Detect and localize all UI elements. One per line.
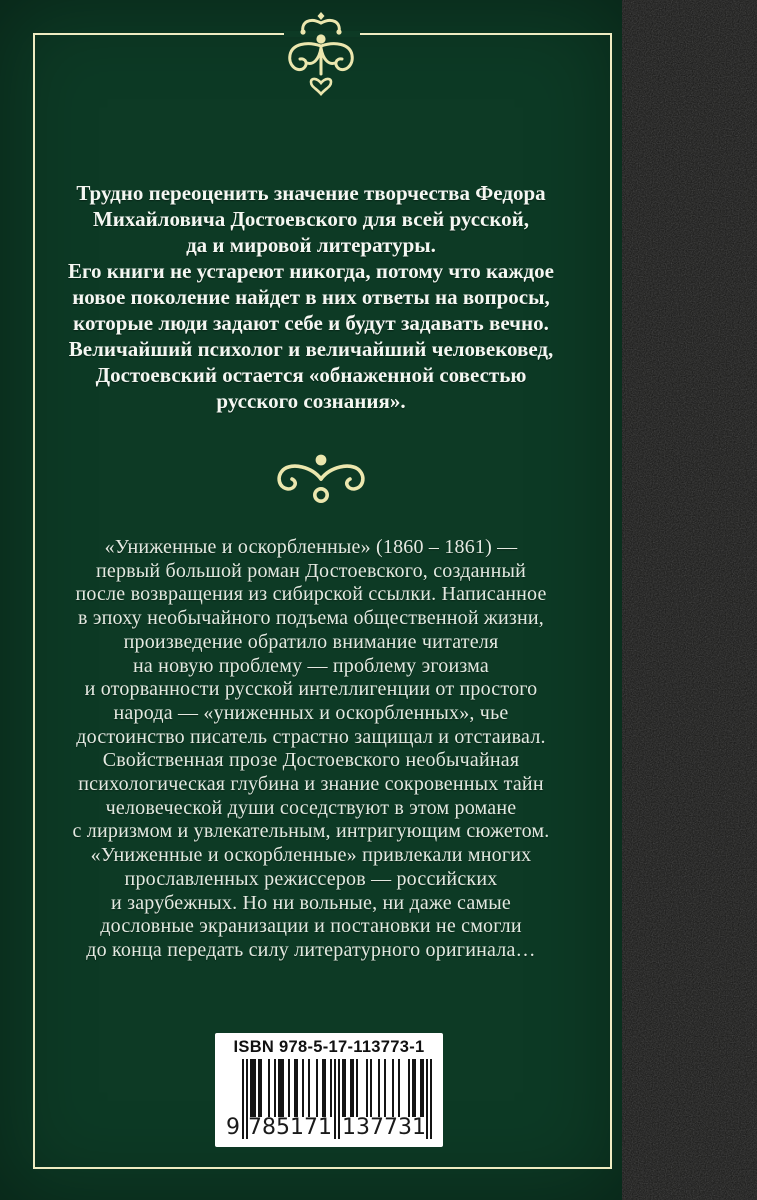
annotation-line: с лиризмом и увлекательным, интригующим сюжетом.: [72, 820, 550, 843]
top-fleuron-ornament-icon: [279, 12, 363, 98]
intro-line: Его книги не устареют никогда, потому что каждое: [68, 259, 554, 283]
intro-paragraph: [31, 180, 591, 414]
spine-texture: [622, 0, 757, 1200]
intro-line: русского сознания».: [216, 389, 406, 413]
annotation-line: и оторванности русской интеллигенции от простого: [84, 678, 538, 701]
ean-barcode: [226, 1059, 432, 1145]
annotation-line: прославленных режиссеров — российских: [124, 867, 498, 890]
annotation-line: дословные экранизации и постановки не смогли: [100, 915, 522, 938]
annotation-line: и зарубежных. Но ни вольные, ни даже самые: [111, 891, 511, 914]
intro-line: Достоевский остается «обнаженной совестью: [95, 363, 527, 387]
intro-line: новое поколение найдет в них ответы на вопросы,: [72, 285, 550, 309]
annotation-line: человеческой души соседствуют в этом романе: [105, 796, 517, 819]
ean-digit-group: 9: [226, 1115, 240, 1140]
isbn-label: ISBN 978-5-17-113773-1: [233, 1038, 425, 1056]
annotation-line: «Униженные и оскорбленные» привлекали многих: [90, 844, 532, 867]
annotation-line: в эпоху необычайного подъема общественной жизни,: [78, 607, 544, 630]
annotation-line: первый большой роман Достоевского, созданный: [95, 559, 527, 582]
annotation-line: произведение обратило внимание читателя: [123, 630, 499, 653]
ean-digit-group: 785171: [248, 1115, 332, 1140]
barcode-panel: [215, 1033, 443, 1147]
annotation-line: психологическая глубина и знание сокровенных тайн: [78, 773, 544, 796]
annotation-line: после возвращения из сибирской ссылки. Написанное: [75, 583, 547, 606]
ean-digit-group: 137731: [342, 1115, 426, 1140]
annotation-line: достоинство писатель страстно защищал и отстаивал.: [76, 725, 546, 748]
annotation-line: на новую проблему — проблему эгоизма: [133, 654, 489, 677]
annotation-line: до конца передать силу литературного оригинала…: [86, 938, 536, 961]
annotation-paragraph: [28, 536, 594, 963]
divider-ornament-icon: [266, 452, 376, 504]
intro-line: Трудно переоценить значение творчества Федора: [76, 181, 546, 205]
intro-line: Михайловича Достоевского для всей русской,: [92, 207, 530, 231]
annotation-line: «Униженные и оскорбленные» (1860 – 1861) —: [104, 536, 518, 558]
annotation-line: народа — «униженных и оскорбленных», чье: [113, 701, 509, 724]
intro-line: которые люди задают себе и будут задавать вечно.: [73, 311, 549, 335]
intro-line: да и мировой литературы.: [186, 233, 436, 257]
intro-line: Величайший психолог и величайший человековед,: [68, 337, 554, 361]
annotation-line: Свойственная прозе Достоевского необычайная: [102, 749, 520, 772]
book-spine-edge: [622, 0, 757, 1200]
barcode-bar: [430, 1059, 432, 1139]
